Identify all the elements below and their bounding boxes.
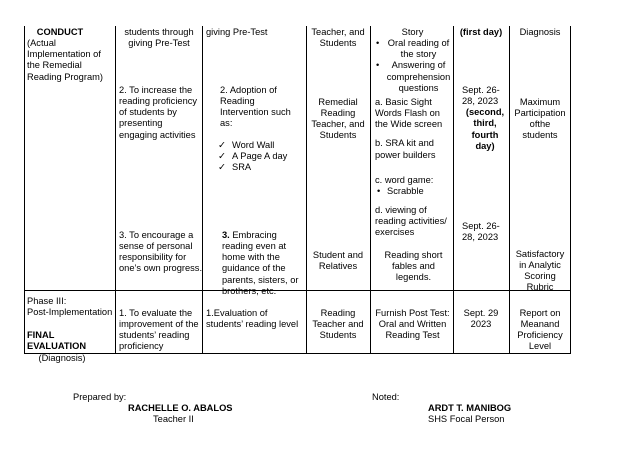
phase-3-cell <box>27 296 113 364</box>
prepared-by-title: Teacher II <box>153 414 194 424</box>
indicator-3: Satisfactory in Analytic Scoring Rubric <box>515 249 565 293</box>
indicator-2: Maximum Participation ofthe students <box>514 97 566 141</box>
list-item: ✓ Word Wall <box>218 140 304 151</box>
final-time: Sept. 29 2023 <box>463 308 499 330</box>
objective-2: 2. To increase the reading proficiency of students by presenting engaging activities <box>119 85 198 140</box>
persons-3: Student and Relatives <box>312 250 364 272</box>
time-frame-3: Sept. 26-28, 2023 <box>462 221 500 243</box>
prepared-by-name: RACHELLE O. ABALOS <box>128 403 233 413</box>
final-indicator: Report on Meanand Proficiency Level <box>517 308 563 352</box>
persons-2: Remedial Reading Teacher, and Students <box>311 97 365 141</box>
phase-3-sub: Post-Implementation <box>27 307 113 318</box>
time-frame-2 <box>462 85 508 152</box>
phase-cell <box>27 27 113 83</box>
activity-b: b. SRA kit and power builders <box>375 138 436 160</box>
time-frame-cont: (first day) <box>459 27 503 37</box>
objective-cont: students through giving Pre-Test <box>124 27 194 49</box>
activity-d: d. viewing of reading activities/ exercises <box>375 205 447 238</box>
prepared-by-label: Prepared by: <box>73 392 127 402</box>
list-item: ✓ SRA <box>218 162 304 173</box>
phase-subtitle: (Actual Implementation of the Remedial Reading Program) <box>27 38 103 82</box>
list-item: • Scrabble <box>375 186 452 197</box>
activity-story-head: Story <box>401 27 424 37</box>
time-days: (second, third, fourth day) <box>465 107 505 151</box>
activity-c: c. word game: <box>375 174 434 185</box>
list-item: • Answering of comprehension questions <box>374 60 451 93</box>
strategy-2 <box>208 85 304 173</box>
phase-3-label: Phase III: <box>27 296 67 306</box>
strategy-cont: giving Pre-Test <box>206 27 268 37</box>
strategy-3-num: 3. <box>222 230 230 240</box>
noted-name: ARDT T. MANIBOG <box>428 403 512 413</box>
strategy-2-head: 2. Adoption of Reading Intervention such as: <box>220 85 291 129</box>
persons-cont: Teacher, and Students <box>311 27 365 49</box>
final-activity: Furnish Post Test: Oral and Written Reading Test <box>375 308 450 341</box>
strategy-3-text: Embracing reading even at home with the guidance of the parents, sisters, or brothers, etc. <box>222 230 299 296</box>
phase-title: CONDUCT <box>36 27 84 37</box>
time-date: Sept. 26-28, 2023 <box>462 85 500 107</box>
activity-story <box>374 27 451 94</box>
indicator-cont: Diagnosis <box>519 27 561 37</box>
list-item: • Oral reading of the story <box>374 38 451 60</box>
final-persons: Reading Teacher and Students <box>312 308 364 341</box>
final-objective: 1. To evaluate the improvement of the students’ reading proficiency <box>119 308 199 352</box>
final-strategy: 1.Evaluation of students’ reading level <box>206 308 299 330</box>
objective-3: 3. To encourage a sense of personal responsibility for one’s own progress. <box>119 230 203 274</box>
activities-2 <box>375 97 452 239</box>
strategy-3 <box>222 230 304 297</box>
list-item: ✓ A Page A day <box>218 151 304 162</box>
activity-a: a. Basic Sight Words Flash on the Wide screen <box>375 97 443 130</box>
phase-3-title: FINAL EVALUATION <box>27 330 87 352</box>
noted-label: Noted: <box>372 392 400 402</box>
activities-3: Reading short fables and legends. <box>384 250 443 283</box>
noted-title: SHS Focal Person <box>428 414 505 424</box>
phase-3-diagnosis: (Diagnosis) <box>38 352 86 363</box>
